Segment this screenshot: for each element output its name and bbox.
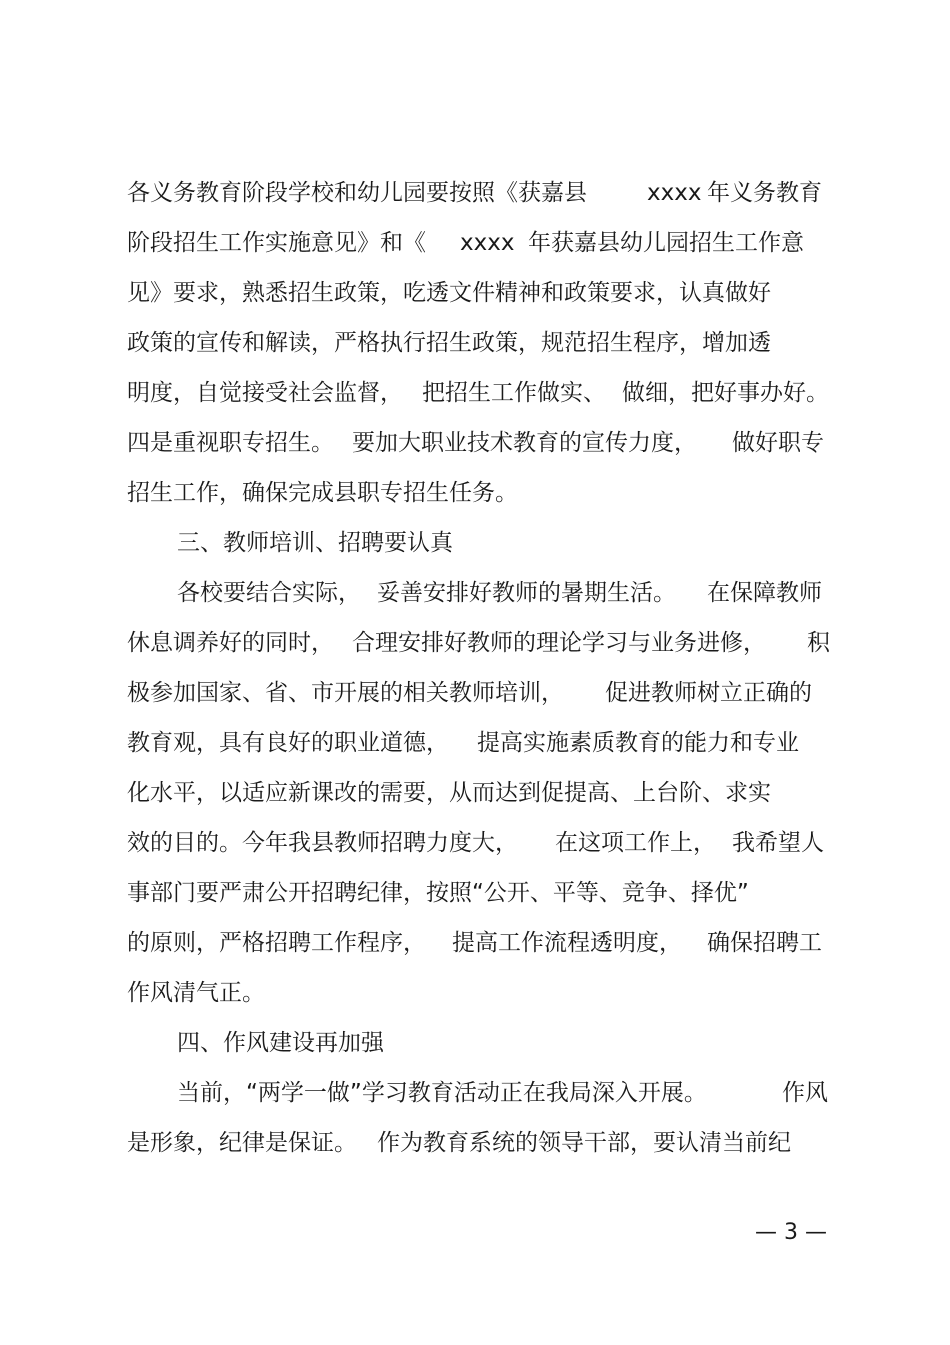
text-line [0, 1073, 950, 1113]
text-segment: 促进教师树立正确的 [605, 680, 812, 706]
text-segment: 合理安排好教师的理论学习与业务进修， [352, 630, 766, 656]
text-line [0, 623, 950, 663]
text-segment: 各义务教育阶段学校和幼儿园要按照《获嘉县 [127, 180, 587, 206]
text-line [0, 923, 950, 963]
text-segment: 教育观，具有良好的职业道德， [127, 730, 449, 756]
text-segment: 妥善安排好教师的暑期生活。 [377, 580, 676, 606]
text-segment: 提高实施素质教育的能力和专业 [477, 730, 799, 756]
text-line [0, 723, 950, 763]
section-heading [0, 1023, 950, 1063]
text-segment: 提高工作流程透明度， [452, 930, 682, 956]
heading-text: 三、教师培训、招聘要认真 [177, 530, 453, 556]
text-segment: 年义务教育 [707, 180, 822, 206]
text-segment: 把招生工作做实、 [422, 380, 606, 406]
text-segment: 极参加国家、省、市开展的相关教师培训， [127, 680, 564, 706]
text-line [0, 423, 950, 463]
text-segment: 做好职专 [732, 430, 824, 456]
text-segment: 积 [807, 630, 830, 656]
text-line [0, 223, 950, 263]
text-segment: 作风清气正。 [127, 980, 265, 1006]
text-line [0, 473, 950, 513]
text-line [0, 773, 950, 813]
text-segment: 休息调养好的同时， [127, 630, 334, 656]
text-segment: 在保障教师 [707, 580, 822, 606]
text-segment: 效的目的。今年我县教师招聘力度大， [127, 830, 518, 856]
heading-text: 四、作风建设再加强 [177, 1030, 384, 1056]
text-line [0, 973, 950, 1013]
text-segment: xxxx [460, 230, 515, 256]
text-line [0, 1123, 950, 1163]
text-line [0, 173, 950, 213]
text-segment: 年获嘉县幼儿园招生工作意 [528, 230, 804, 256]
text-segment: 是形象，纪律是保证。 [127, 1130, 357, 1156]
text-segment: 作为教育系统的领导干部，要认清当前纪 [377, 1130, 791, 1156]
text-segment: 事部门要严肃公开招聘纪律，按照“公开、平等、竞争、择优” [127, 880, 749, 906]
text-segment: 各校要结合实际， [177, 580, 361, 606]
text-line [0, 373, 950, 413]
text-segment: 四是重视职专招生。 [127, 430, 334, 456]
text-segment: 政策的宣传和解读，严格执行招生政策，规范招生程序，增加透 [127, 330, 771, 356]
text-line [0, 573, 950, 613]
text-line [0, 673, 950, 713]
text-segment: 作风 [782, 1080, 828, 1106]
text-segment: 化水平，以适应新课改的需要，从而达到促提高、上台阶、求实 [127, 780, 771, 806]
text-segment: 阶段招生工作实施意见》和《 [127, 230, 426, 256]
page-number: — 3 — [755, 1220, 827, 1245]
text-segment: 见》要求，熟悉招生政策，吃透文件精神和政策要求，认真做好 [127, 280, 771, 306]
text-line [0, 873, 950, 913]
text-line [0, 273, 950, 313]
text-line [0, 323, 950, 363]
text-segment: 在这项工作上， [555, 830, 716, 856]
text-segment: 要加大职业技术教育的宣传力度， [352, 430, 697, 456]
text-segment: 我希望人 [732, 830, 824, 856]
text-segment: 做细，把好事办好。 [622, 380, 829, 406]
text-segment: 明度，自觉接受社会监督， [127, 380, 403, 406]
text-segment: 确保招聘工 [707, 930, 822, 956]
section-heading [0, 523, 950, 563]
text-segment: 招生工作，确保完成县职专招生任务。 [127, 480, 518, 506]
text-segment: 当前，“两学一做”学习教育活动正在我局深入开展。 [177, 1080, 707, 1106]
text-segment: xxxx [647, 180, 702, 206]
text-line [0, 823, 950, 863]
text-segment: 的原则，严格招聘工作程序， [127, 930, 426, 956]
